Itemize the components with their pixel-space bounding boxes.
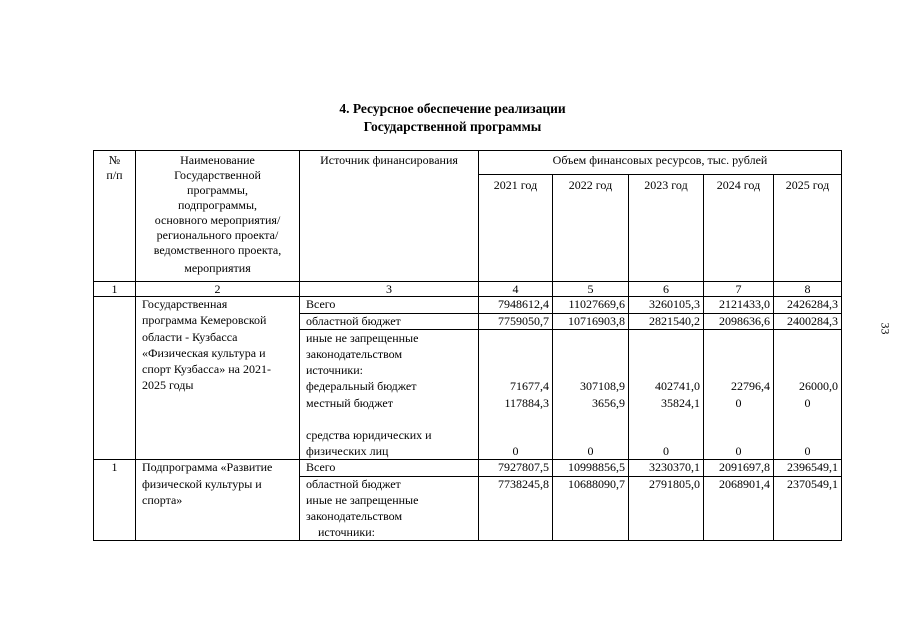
row1-oblast-2025: 2400284,3: [787, 314, 838, 328]
header-num-2: п/п: [106, 168, 123, 182]
rule-right: [841, 150, 842, 541]
colnum-1: 1: [111, 282, 118, 296]
row1-oblast-2021: 7759050,7: [498, 314, 549, 328]
rule-r1-oblast: [299, 329, 842, 330]
row1-other-3: источники:: [306, 363, 363, 377]
row2-num: 1: [111, 460, 118, 474]
row2-oblast-2021: 7738245,8: [498, 477, 549, 491]
resource-table: [93, 150, 842, 541]
row1-name-6: 2025 годы: [142, 378, 194, 392]
row2-other-3: источники:: [318, 525, 375, 539]
row1-legal-2025: 0: [804, 444, 811, 458]
row1-vsego-label: Всего: [306, 297, 336, 311]
row2-oblast-label: областной бюджет: [306, 477, 401, 491]
row2-other-2: законодательством: [306, 509, 403, 523]
colnum-6: 6: [663, 282, 669, 296]
row1-name-2: программа Кемеровской: [142, 313, 267, 327]
row1-vsego-2023: 3260105,3: [649, 297, 700, 311]
row2-vsego-2023: 3230370,1: [649, 460, 700, 474]
row1-name-4: «Физическая культура и: [142, 346, 266, 360]
header-year-2024: 2024 год: [716, 178, 761, 192]
row1-oblast-2022: 10716903,8: [568, 314, 625, 328]
header-year-2022: 2022 год: [568, 178, 613, 192]
row2-vsego-2024: 2091697,8: [719, 460, 770, 474]
row1-vsego-2025: 2426284,3: [787, 297, 838, 311]
row1-name-1: Государственная: [142, 297, 228, 311]
row2-name-1: Подпрограмма «Развитие: [142, 460, 273, 474]
row1-federal-label: федеральный бюджет: [306, 379, 417, 393]
colnum-7: 7: [735, 282, 742, 296]
row2-name-2: физической культуры и: [142, 477, 262, 491]
colnum-4: 4: [512, 282, 519, 296]
row1-name-5: спорт Кузбасса» на 2021-: [142, 362, 271, 376]
row1-legal-2024: 0: [735, 444, 742, 458]
row2-vsego-2021: 7927807,5: [498, 460, 549, 474]
row2-vsego-2025: 2396549,1: [787, 460, 838, 474]
row1-local-2025: 0: [804, 396, 811, 410]
rule-top: [93, 150, 842, 151]
header-year-2023: 2023 год: [644, 178, 688, 192]
row1-local-2022: 3656,9: [592, 396, 625, 410]
colnum-8: 8: [804, 282, 811, 296]
row1-name-3: области - Кузбасса: [142, 330, 238, 344]
colnum-3: 3: [386, 282, 392, 296]
header-year-2025: 2025 год: [785, 178, 830, 192]
row1-federal-2025: 26000,0: [799, 379, 838, 393]
header-name-7: ведомственного проекта,: [153, 243, 282, 257]
row1-oblast-label: областной бюджет: [306, 314, 401, 328]
row1-legal-2022: 0: [587, 444, 594, 458]
row2-name-3: спорта»: [142, 493, 183, 507]
row1-local-2021: 117884,3: [504, 396, 549, 410]
header-volume: Объем финансовых ресурсов, тыс. рублей: [552, 153, 768, 167]
row1-vsego-2022: 11027669,6: [568, 297, 625, 311]
header-name-5: основного мероприятия/: [154, 213, 281, 227]
row2-oblast-2024: 2068901,4: [719, 477, 770, 491]
header-source: Источник финансирования: [320, 153, 458, 167]
header-name-1: Наименование: [180, 153, 255, 167]
header-name-4: подпрограммы,: [177, 198, 258, 212]
row1-vsego-2021: 7948612,4: [498, 297, 549, 311]
row1-legal-2021: 0: [512, 444, 519, 458]
header-year-2021: 2021 год: [493, 178, 538, 192]
row1-legal-2023: 0: [663, 444, 669, 458]
row1-oblast-2023: 2821540,2: [649, 314, 700, 328]
row2-vsego-label: Всего: [306, 460, 336, 474]
row1-other-1: иные не запрещенные: [306, 331, 419, 345]
row1-federal-2023: 402741,0: [655, 379, 700, 393]
rule-year-top: [478, 174, 842, 175]
row1-legal-2: физических лиц: [306, 444, 389, 458]
colnum-5: 5: [587, 282, 594, 296]
row1-federal-2021: 71677,4: [510, 379, 549, 393]
row1-legal-1: средства юридических и: [306, 428, 432, 442]
header-name-2: Государственной: [174, 168, 261, 182]
colnum-2: 2: [214, 282, 221, 296]
row2-vsego-2022: 10998856,5: [568, 460, 625, 474]
title-line-1: 4. Ресурсное обеспечение реализации: [339, 101, 566, 116]
rule-col2: [299, 150, 300, 541]
row2-oblast-2022: 10688090,7: [568, 477, 625, 491]
row2-oblast-2023: 2791805,0: [649, 477, 700, 491]
row1-local-2024: 0: [735, 396, 742, 410]
header-name-8: мероприятия: [184, 261, 251, 275]
row2-other-1: иные не запрещенные: [306, 493, 419, 507]
row2-oblast-2025: 2370549,1: [787, 477, 838, 491]
header-num-1: №: [108, 153, 121, 167]
rule-left: [93, 150, 94, 541]
page-number: 33: [878, 322, 893, 335]
row1-vsego-2024: 2121433,0: [719, 297, 770, 311]
row1-other-2: законодательством: [306, 347, 403, 361]
row1-oblast-2024: 2098636,6: [719, 314, 770, 328]
row1-local-2023: 35824,1: [661, 396, 700, 410]
row1-federal-2022: 307108,9: [580, 379, 625, 393]
row1-local-label: местный бюджет: [306, 396, 393, 410]
title-line-2: Государственной программы: [363, 119, 542, 134]
row1-federal-2024: 22796,4: [731, 379, 770, 393]
rule-bottom: [93, 540, 842, 541]
header-name-3: программы,: [187, 183, 248, 197]
header-name-6: регионального проекта/: [156, 228, 279, 242]
